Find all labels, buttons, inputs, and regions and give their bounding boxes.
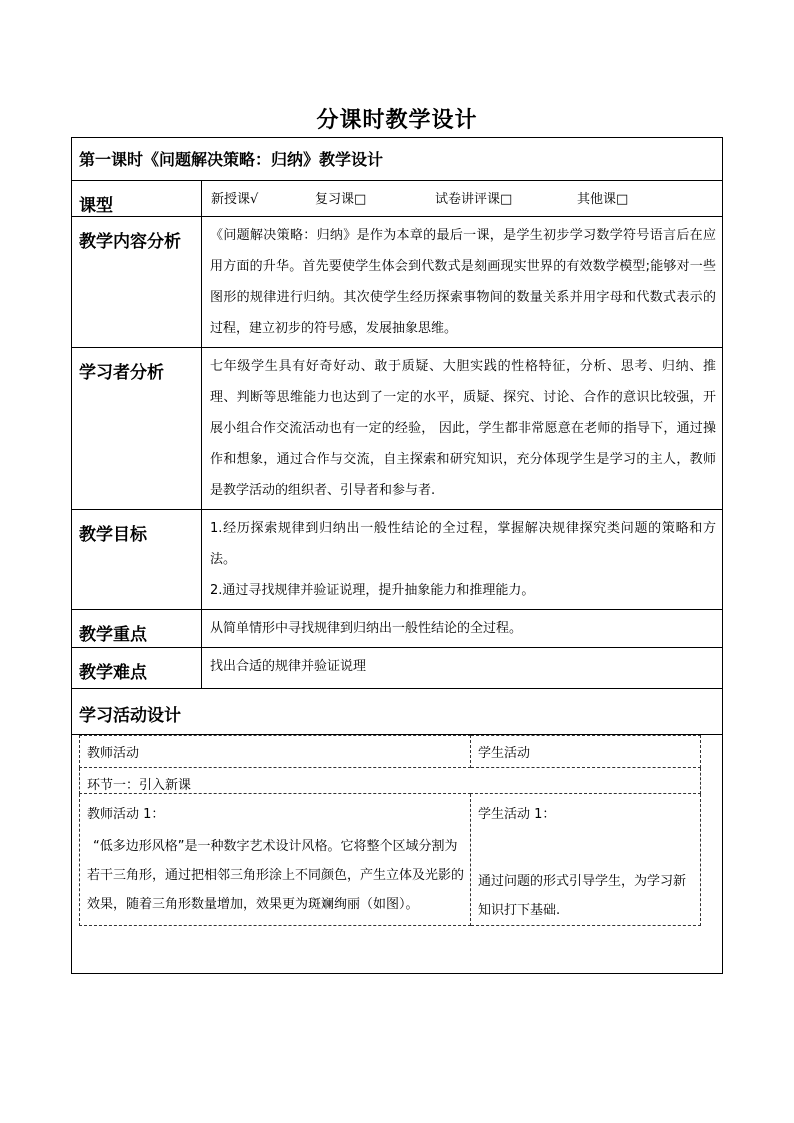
- student-activity-text: 通过问题的形式引导学生，为学习新知识打下基础.: [478, 874, 687, 918]
- document-title: 分课时教学设计: [316, 107, 478, 133]
- course-type-label: 课型: [72, 181, 202, 217]
- objectives-label: 教学目标: [72, 510, 202, 610]
- key-points-label: 教学重点: [72, 610, 202, 648]
- content-analysis-text: 《问题解决策略：归纳》是作为本章的最后一课，是学生初步学习数学符号语言后在应用方面的升华。首先要使学生体会到代数式是刻画现实世界的有效数学模型;能够对一些图形的规律进行归纳。其次使学生经历探索事物间的数量关系并用字母和代数式表示的过程，建立初步的符号感，发展抽象思维。: [202, 217, 723, 348]
- lesson-title: 第一课时《问题解决策略：归纳》教学设计: [72, 138, 723, 181]
- course-type-option-new: 新授课√: [211, 192, 259, 207]
- activity-design-container: [72, 735, 723, 974]
- activity-design-header-row: [72, 689, 723, 735]
- student-activity-header: 学生活动: [471, 736, 701, 768]
- activity-header-row: [80, 736, 701, 768]
- student-activity-cell: [471, 794, 701, 926]
- course-type-option-other: 其他课□: [577, 192, 629, 207]
- activity-design-row: [72, 735, 723, 974]
- objective-item: 1.经历探索规律到归纳出一般性结论的全过程，掌握解决规律探究类问题的策略和方法。: [210, 521, 716, 567]
- activity-design-label: 学习活动设计: [72, 689, 723, 735]
- learner-analysis-label: 学习者分析: [72, 348, 202, 510]
- course-type-option-exam: 试卷讲评课□: [435, 192, 513, 207]
- difficulties-text: 找出合适的规律并验证说理: [202, 648, 723, 689]
- objectives-list: [202, 510, 723, 610]
- course-type-option-review: 复习课□: [315, 192, 367, 207]
- lesson-design-table: [71, 137, 723, 974]
- teacher-activity-text: “低多边形风格”是一种数字艺术设计风格。它将整个区域分割为若干三角形，通过把相邻三角形涂上不同颜色，产生立体及光影的效果，随着三角形数量增加，效果更为斑斓绚丽（如图）。: [87, 839, 465, 912]
- key-points-text: 从简单情形中寻找规律到归纳出一般性结论的全过程。: [202, 610, 723, 648]
- difficulties-label: 教学难点: [72, 648, 202, 689]
- objectives-row: [72, 510, 723, 610]
- content-analysis-label: 教学内容分析: [72, 217, 202, 348]
- objective-item: 2.通过寻找规律并验证说理，提升抽象能力和推理能力。: [210, 583, 535, 598]
- content-analysis-row: [72, 217, 723, 348]
- difficulties-row: [72, 648, 723, 689]
- course-type-row: [72, 181, 723, 217]
- learner-analysis-row: [72, 348, 723, 510]
- activity-body-row: [80, 794, 701, 926]
- activity-link-row: [80, 768, 701, 794]
- activity-link-title: 环节一：引入新课: [80, 768, 701, 794]
- student-activity-title: 学生活动 1：: [478, 807, 556, 822]
- teacher-activity-cell: [80, 794, 471, 926]
- teacher-activity-header: 教师活动: [80, 736, 471, 768]
- activity-table: [79, 735, 701, 926]
- learner-analysis-text: 七年级学生具有好奇好动、敢于质疑、大胆实践的性格特征，分析、思考、归纳、推理、判断等思维能力也达到了一定的水平，质疑、探究、讨论、合作的意识比较强，开展小组合作交流活动也有一定的经验， 因此，学生都非常愿意在老师的指导下，通过操作和想象，通过合作与交流，自主探索和研究知识，充分体现学生是学习的主人，教师是教学活动的组织者、引导者和参与者.: [202, 348, 723, 510]
- course-type-options: [202, 181, 723, 217]
- lesson-title-row: [72, 138, 723, 181]
- teacher-activity-title: 教师活动 1：: [87, 807, 165, 822]
- key-points-row: [72, 610, 723, 648]
